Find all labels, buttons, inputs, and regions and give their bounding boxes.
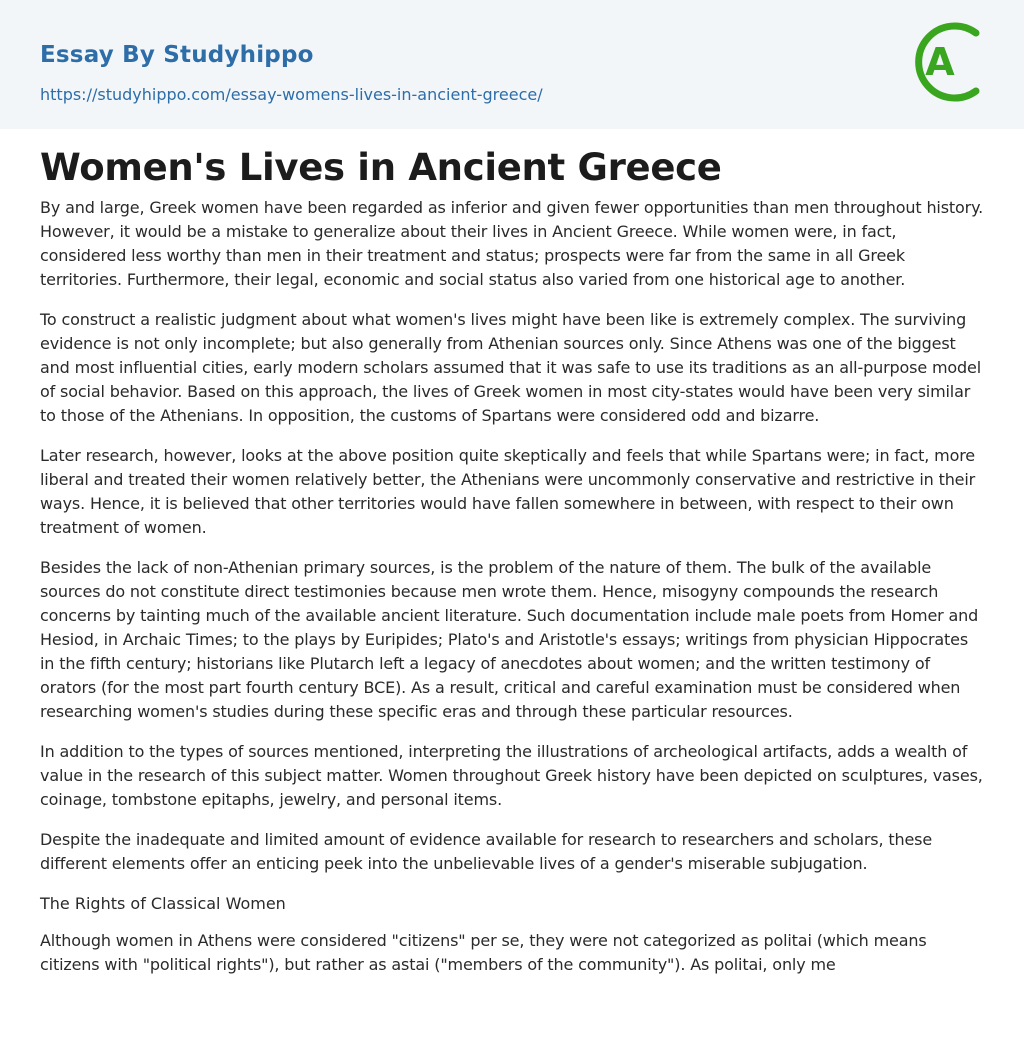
page-title: Women's Lives in Ancient Greece bbox=[40, 146, 722, 189]
brand-title[interactable]: Essay By Studyhippo bbox=[40, 42, 314, 68]
section-subheading: The Rights of Classical Women bbox=[40, 894, 286, 913]
paragraph: Later research, however, looks at the above position quite skeptically and feels that while Spartans were; in fact, more liberal and treated their women relatively better, the Athenians were uncommonly conservative and restrictive in their ways. Hence, it is believed that other territories would have fallen somewhere in between, with respect to their own treatment of women. bbox=[40, 446, 976, 537]
paragraph: Besides the lack of non-Athenian primary sources, is the problem of the nature of them. The bulk of the available sources do not constitute direct testimonies because men wrote them. Hence, misogyny compounds the research concerns by tainting much of the available ancient literature. Such documentation include male poets from Homer and Hesiod, in Archaic Times; to the plays by Euripides; Plato's and Aristotle's essays; writings from physician Hippocrates in the fifth century; historians like Plutarch left a legacy of anecdotes about women; and the written testimony of orators (for the most part fourth century BCE). As a result, critical and careful examination must be considered when researching women's studies during these specific eras and through these particular resources. bbox=[40, 558, 979, 721]
paragraph: In addition to the types of sources mentioned, interpreting the illustrations of archeological artifacts, adds a wealth of value in the research of this subject matter. Women throughout Greek history have been depicted on sculptures, vases, coinage, tombstone epitaphs, jewelry, and personal items. bbox=[40, 742, 983, 809]
article bbox=[40, 146, 984, 993]
paragraph: Despite the inadequate and limited amount of evidence available for research to researchers and scholars, these different elements offer an enticing peek into the unbelievable lives of a gender's miserable subjugation. bbox=[40, 830, 933, 873]
paragraph: To construct a realistic judgment about what women's lives might have been like is extremely complex. The surviving evidence is not only incomplete; but also generally from Athenian sources only. Since Athens was one of the biggest and most influential cities, early modern scholars assumed that it was safe to use its traditions as an all-purpose model of social behavior. Based on this approach, the lives of Greek women in most city-states would have been very similar to those of the Athenians. In opposition, the customs of Spartans were considered odd and bizarre. bbox=[40, 310, 982, 425]
paragraph: By and large, Greek women have been regarded as inferior and given fewer opportunities than men throughout history. However, it would be a mistake to generalize about their lives in Ancient Greece. While women were, in fact, considered less worthy than men in their treatment and status; prospects were far from the same in all Greek territories. Furthermore, their legal, economic and social status also varied from one historical age to another. bbox=[40, 198, 984, 289]
logo-letter: A bbox=[925, 40, 955, 84]
site-header bbox=[0, 0, 1024, 129]
essay-url-link[interactable]: https://studyhippo.com/essay-womens-lives-in-ancient-greece/ bbox=[40, 85, 543, 104]
studyhippo-logo-icon[interactable] bbox=[912, 19, 986, 105]
paragraph-truncated: Although women in Athens were considered "citizens" per se, they were not categorized as politai (which means citizens with "political rights"), but rather as astai ("members of the community"). As politai, only me bbox=[40, 931, 927, 974]
